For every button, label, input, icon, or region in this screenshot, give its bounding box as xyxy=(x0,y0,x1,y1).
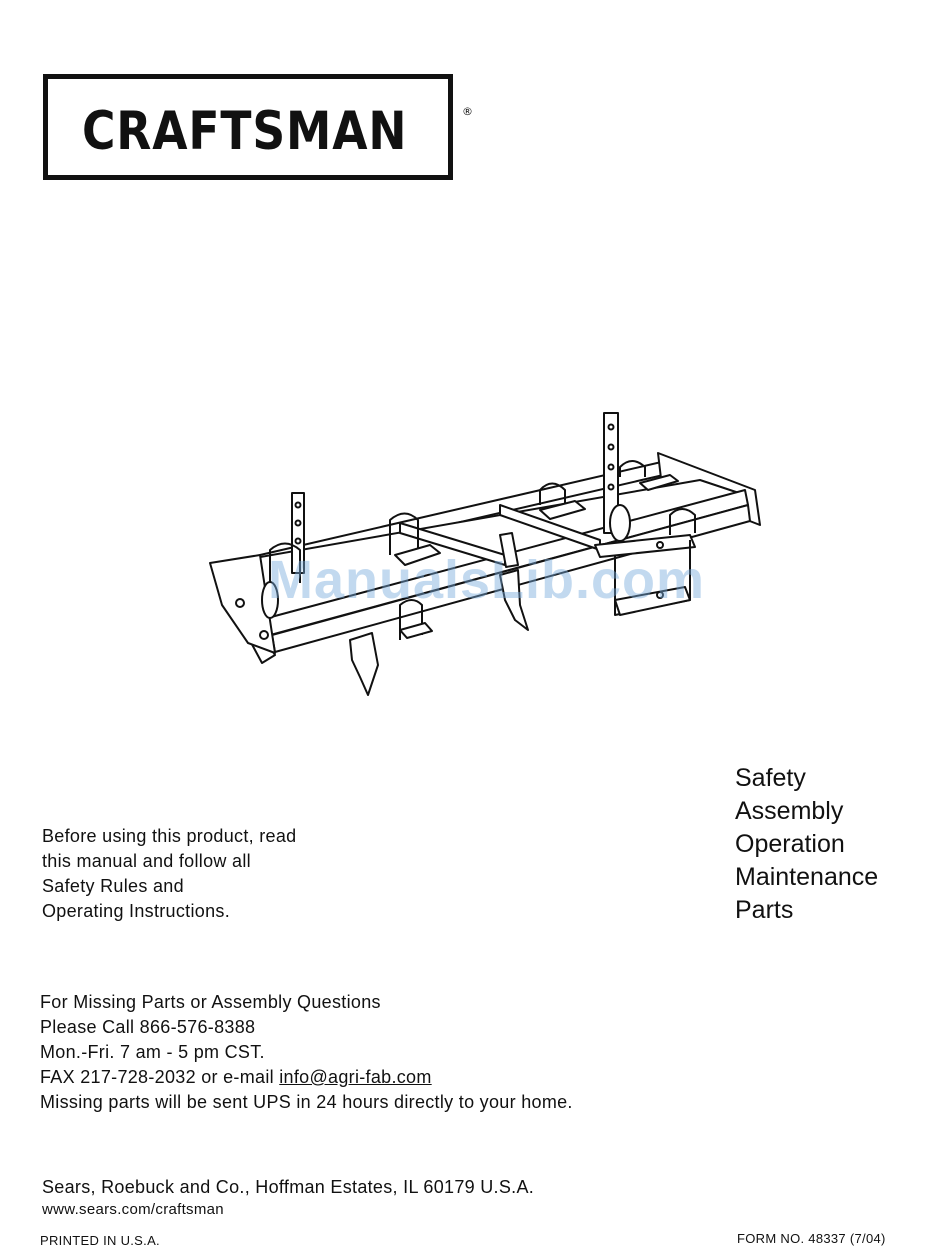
support-fax-email xyxy=(40,1065,573,1090)
safety-notice-line: Safety Rules and xyxy=(42,876,184,896)
watermark: ManualsLib.com xyxy=(268,550,706,610)
logo-brand-text: CRAFTSMAN xyxy=(82,101,408,162)
contents-item-parts: Parts xyxy=(735,896,794,924)
form-number: FORM NO. 48337 (7/04) xyxy=(737,1231,886,1246)
company-address xyxy=(42,1175,534,1221)
left-bolt-hole-2 xyxy=(260,631,268,639)
contents-list xyxy=(735,762,878,927)
contents-item-maintenance: Maintenance xyxy=(735,863,879,891)
safety-notice-line: Operating Instructions. xyxy=(42,901,230,921)
clamp-plate xyxy=(400,623,432,638)
support-shipping-note: Missing parts will be sent UPS in 24 hours directly to your home. xyxy=(40,1092,573,1112)
support-hours: Mon.-Fri. 7 am - 5 pm CST. xyxy=(40,1042,265,1062)
company-name: Sears, Roebuck and Co., Hoffman Estates, IL 60179 U.S.A. xyxy=(42,1177,535,1197)
roller xyxy=(610,505,630,541)
contents-item-assembly: Assembly xyxy=(735,797,844,825)
contents-item-safety: Safety xyxy=(735,764,806,792)
cultivator-shank xyxy=(350,633,378,695)
contents-item-operation: Operation xyxy=(735,830,845,858)
support-email-link[interactable]: info@agri-fab.com xyxy=(279,1067,432,1087)
left-bolt-hole xyxy=(236,599,244,607)
support-fax: FAX 217-728-2032 or e-mail xyxy=(40,1067,280,1087)
printed-in: PRINTED IN U.S.A. xyxy=(40,1233,160,1248)
logo-registered-mark: ® xyxy=(462,105,473,118)
support-heading: For Missing Parts or Assembly Questions xyxy=(40,992,381,1012)
support-info xyxy=(40,990,573,1115)
safety-notice-line: this manual and follow all xyxy=(42,851,251,871)
company-url: www.sears.com/craftsman xyxy=(42,1201,224,1218)
craftsman-logo xyxy=(43,74,473,180)
safety-notice xyxy=(42,824,296,924)
safety-notice-line: Before using this product, read xyxy=(42,826,297,846)
support-phone: Please Call 866-576-8388 xyxy=(40,1017,256,1037)
